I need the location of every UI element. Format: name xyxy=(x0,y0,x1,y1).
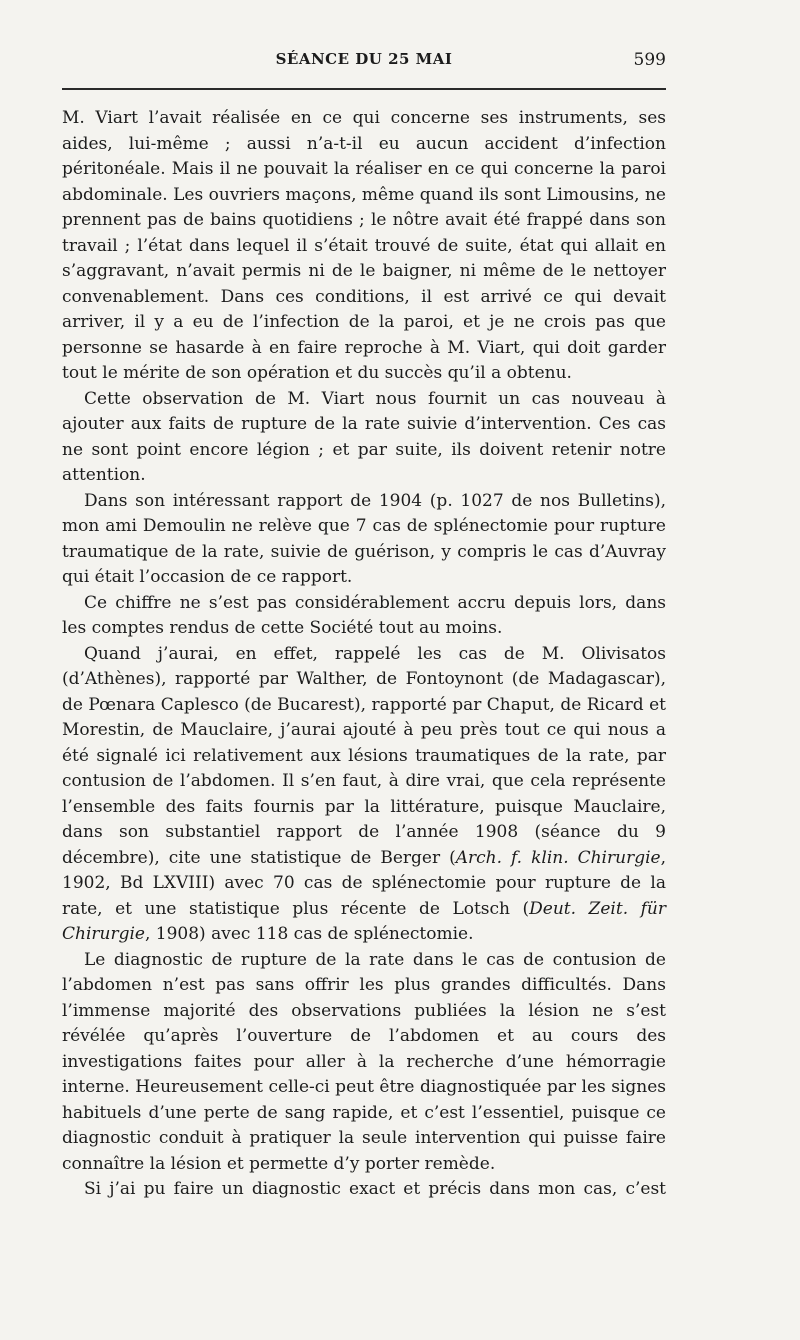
paragraph-6: Le diagnostic de rupture de la rate dans le cas de contusion de l’abdomen n’est pas sans offrir les plus grandes difficultés. Dans l’immense majorité des observations publiées la lésion ne s’est révélée qu’après l’ouverture de l’abdomen et au cours des investigations faites pour aller à la recherche d’une hémorragie interne. Heureusement celle-ci peut être diagnostiquée par les signes habituels d’une perte de sang rapide, et c’est l’essentiel, puisque ce diagnostic conduit à pratiquer la seule intervention qui puisse faire connaître la lésion et permette d’y porter remède. xyxy=(62,949,666,1174)
citation-lotsch: Deut. Zeit. für Chirurgie xyxy=(62,898,666,944)
running-head xyxy=(62,50,666,74)
paragraph-4: Ce chiffre ne s’est pas considérablement accru depuis lors, dans les comptes rendus de cette Société tout au moins. xyxy=(62,592,666,638)
running-title: SÉANCE DU 25 MAI xyxy=(275,50,453,68)
paragraph-5-part-1: Quand j’aurai, en effet, rappelé les cas de M. Olivisatos (d’Athènes), rapporté par Walther, de Fontoynont (de Madagascar), de Pœnara Caplesco (de Bucarest), rapporté par Chaput, de Ricard et Morestin, de Mauclaire, j’aurai ajouté à peu près tout ce qui nous a été signalé ici relativement aux lésions traumatiques de la rate, par contusion de l’abdomen. Il s’en faut, à dire vrai, que cela représente l’ensemble des faits fournis par la littérature, puisque Mauclaire, dans son substantiel rapport de l’année 1908 (séance du 9 décembre), cite une statistique de Berger ( xyxy=(62,643,666,868)
paragraph-5-part-3: , 1908) avec 118 cas de splénectomie. xyxy=(144,924,474,944)
paragraph-7: Si j’ai pu faire un diagnostic exact et précis dans mon cas, c’est xyxy=(84,1179,666,1199)
citation-berger: Arch. f. klin. Chirurgie xyxy=(455,847,661,868)
paragraph-3: Dans son intéressant rapport de 1904 (p. 1027 de nos Bulletins), mon ami Demoulin ne relève que 7 cas de splénectomie pour rupture traumatique de la rate, suivie de guérison, y compris le cas d’Auvray qui était l’occasion de ce rapport. xyxy=(62,490,666,587)
paragraph-2: Cette observation de M. Viart nous fournit un cas nouveau à ajouter aux faits de rupture de la rate suivie d’intervention. Ces cas ne sont point encore légion ; et par suite, ils doivent retenir notre attention. xyxy=(62,388,666,485)
paragraph-1: M. Viart l’avait réalisée en ce qui concerne ses instruments, ses aides, lui-même ; aussi n’a-t-il eu aucun accident d’infection péritonéale. Mais il ne pouvait la réaliser en ce qui concerne la paroi abdominale. Les ouvriers maçons, même quand ils sont Limousins, ne prennent pas de bains quotidiens ; le nôtre avait été frappé dans son travail ; l’état dans lequel il s’était trouvé de suite, état qui allait en s’aggravant, n’avait permis ni de le baigner, ni même de le nettoyer convenablement. Dans ces conditions, il est arrivé ce qui devait arriver, il y a eu de l’infection de la paroi, et je ne crois pas que personne se hasarde à en faire reproche à M. Viart, qui doit garder tout le mérite de son opération et du succès qu’il a obtenu. xyxy=(62,108,666,383)
body-text xyxy=(62,106,666,1203)
paragraph-5 xyxy=(62,642,666,948)
paragraph-5-part-2: , 1902, Bd LXVIII) avec 70 cas de splénectomie pour rupture de la rate, et une statistique plus récente de Lotsch ( xyxy=(62,847,666,919)
header-rule xyxy=(62,88,666,90)
page-number: 599 xyxy=(633,50,666,70)
